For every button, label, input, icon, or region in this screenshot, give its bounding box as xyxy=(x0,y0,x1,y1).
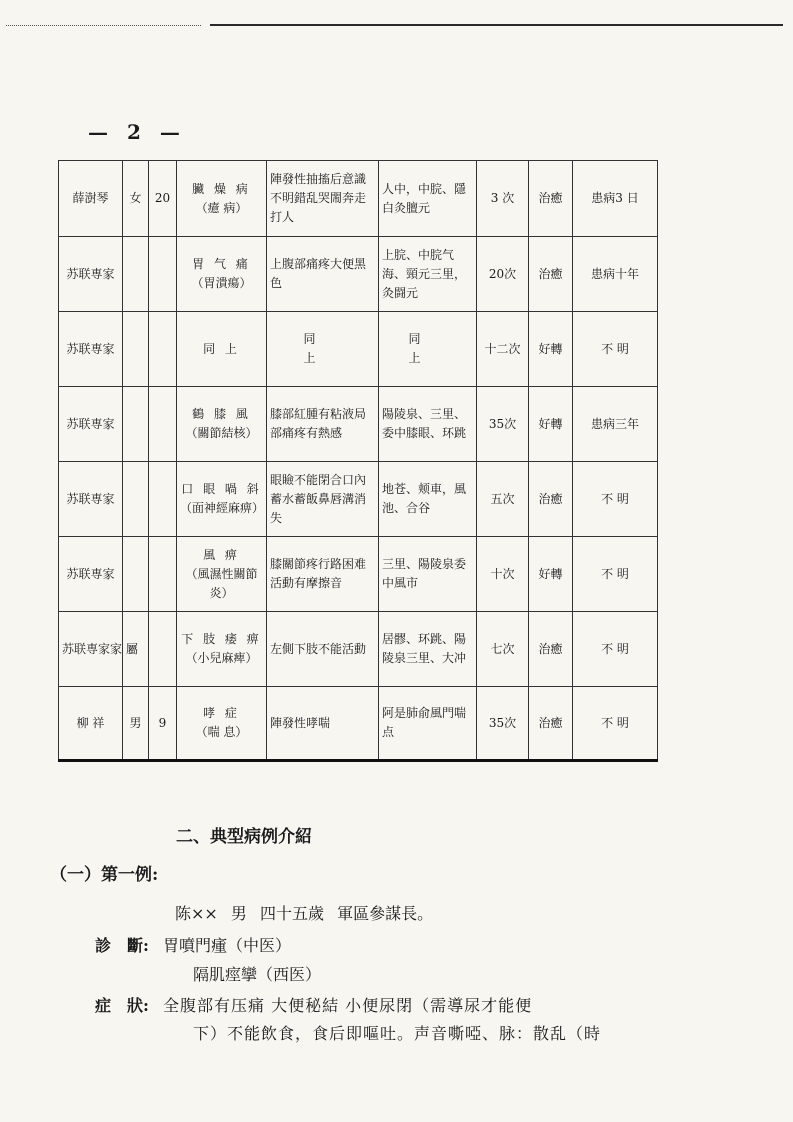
treatment-count-cell xyxy=(477,462,529,537)
table-row xyxy=(59,687,658,761)
sex-cell xyxy=(123,687,149,761)
diagnosis-label: 診 斷: xyxy=(95,936,149,955)
sex-text: 女 xyxy=(129,191,142,205)
symptoms-cell xyxy=(267,687,379,761)
patient-name-cell xyxy=(59,161,123,237)
result-cell xyxy=(529,312,573,387)
case-heading: （一）第一例: xyxy=(50,865,159,885)
sex-cell xyxy=(123,462,149,537)
treatment-count-text: 十二次 xyxy=(484,341,521,356)
disease-cell xyxy=(177,237,267,312)
patient-name-cell xyxy=(59,462,123,537)
treatment-count-cell xyxy=(477,312,529,387)
result-cell xyxy=(529,387,573,462)
age-text: 20 xyxy=(154,191,171,205)
acupoints-cell xyxy=(379,687,477,761)
treatment-count-cell xyxy=(477,387,529,462)
result-text: 好轉 xyxy=(538,416,563,431)
treatment-count-text: 35次 xyxy=(488,715,517,730)
remark-cell xyxy=(573,687,658,761)
remark-cell xyxy=(573,612,658,687)
patient-name-cell xyxy=(59,387,123,462)
age-cell xyxy=(149,237,177,312)
symptoms-cell xyxy=(267,537,379,612)
diagnosis-western: 隔肌痙攣（西医） xyxy=(193,965,322,984)
result-cell xyxy=(529,687,573,761)
remark-cell xyxy=(573,537,658,612)
disease-western-name: （關節結核） xyxy=(185,426,258,440)
result-text: 好轉 xyxy=(538,341,563,356)
symptoms-text: 同 上 xyxy=(303,332,342,365)
result-text: 好轉 xyxy=(538,566,563,581)
disease-name: 同 上 xyxy=(203,341,240,356)
disease-cell xyxy=(177,687,267,761)
treatment-count-cell xyxy=(477,687,529,761)
result-text: 治癒 xyxy=(538,715,563,730)
treatment-count-text: 十次 xyxy=(490,566,515,581)
symptoms-text: 上腹部痛疼大便黑色 xyxy=(270,257,367,290)
disease-western-name: （風濕性關節炎） xyxy=(185,566,258,600)
table-row xyxy=(59,537,658,612)
patient-name-cell xyxy=(59,612,138,687)
treatment-count-text: 七次 xyxy=(490,641,515,656)
remark-text: 不 明 xyxy=(601,341,629,356)
disease-name: 臟 燥 病 xyxy=(192,181,251,196)
remark-text: 不 明 xyxy=(601,566,629,581)
acupoints-text: 地苍、颊車，風池、合谷 xyxy=(382,482,467,515)
age-text: 9 xyxy=(158,715,167,730)
acupoints-text: 陽陵泉、三里、委中膝眼、环跳 xyxy=(382,407,467,440)
result-cell xyxy=(529,537,573,612)
table-row xyxy=(59,237,658,312)
disease-western-name: （小兒麻痺） xyxy=(185,651,258,665)
treatment-count-cell xyxy=(477,161,529,237)
symptoms-text: 左側下肢不能活動 xyxy=(270,641,367,656)
symptoms-line-2: 下）不能飲食，食后即嘔吐。声音嘶啞、脉：散乱（時 xyxy=(193,1024,602,1043)
age-cell xyxy=(149,612,177,687)
table-row xyxy=(59,612,658,687)
disease-western-name: （癔 病） xyxy=(195,200,248,215)
remark-text: 不 明 xyxy=(601,641,629,656)
acupoints-text: 人中，中脘、隱白灸膻元 xyxy=(382,181,467,215)
remark-text: 不 明 xyxy=(601,715,629,730)
diagnosis-chinese: 胃噴門瘇（中医） xyxy=(163,936,292,955)
section-title: 二、典型病例介紹 xyxy=(176,827,312,847)
symptoms-cell xyxy=(267,612,379,687)
remark-text: 患病三年 xyxy=(590,416,639,431)
disease-name: 胃 气 痛 xyxy=(192,257,251,271)
acupoints-text: 同 上 xyxy=(408,332,447,365)
table-row xyxy=(59,312,658,387)
disease-cell xyxy=(177,537,267,612)
table-row xyxy=(59,387,658,462)
symptoms-text: 眼瞼不能閉合口內蓄水蓄飯鼻唇溝消失 xyxy=(270,472,367,525)
disease-western-name: （面神經麻痹） xyxy=(180,501,265,515)
treatment-count-text: 35次 xyxy=(488,416,517,431)
top-rule xyxy=(210,24,783,26)
patient-name-cell xyxy=(59,687,123,761)
treatment-count-cell xyxy=(477,237,529,312)
patient-name-text: 苏联専家 xyxy=(66,566,115,581)
symptoms-cell xyxy=(267,312,379,387)
acupoints-text: 上脘、中脘气海、頸元三里，灸闘元 xyxy=(382,247,467,300)
result-text: 治癒 xyxy=(538,266,563,281)
patient-name-text: 薛澍琴 xyxy=(72,191,109,205)
symptoms-text: 膝關節疼行路困难活動有摩擦音 xyxy=(270,557,367,590)
treatment-count-text: 20次 xyxy=(488,266,517,281)
case-table xyxy=(58,160,658,762)
acupoints-cell xyxy=(379,237,477,312)
disease-cell xyxy=(177,161,267,237)
acupoints-text: 三里、陽陵泉委中風市 xyxy=(382,557,467,590)
patient-name-text: 苏联専家 xyxy=(66,341,115,356)
page-number: — 2 — xyxy=(88,120,186,144)
age-cell xyxy=(149,687,177,761)
patient-name-text: 苏联専家 xyxy=(66,491,115,506)
acupoints-cell xyxy=(379,312,477,387)
remark-cell xyxy=(573,312,658,387)
remark-text: 患病3 日 xyxy=(591,191,639,205)
sex-cell xyxy=(123,237,149,312)
sex-cell xyxy=(123,161,149,237)
disease-name: 下 肢 痿 痹 xyxy=(181,632,262,646)
remark-cell xyxy=(573,387,658,462)
remark-text: 患病十年 xyxy=(590,266,639,281)
disease-name: 哮 症 xyxy=(203,706,240,720)
treatment-count-cell xyxy=(477,612,529,687)
symptoms-cell xyxy=(267,161,379,237)
disease-name: 風 痹 xyxy=(203,547,240,562)
symptoms-text: 陣發性哮喘 xyxy=(270,715,331,730)
disease-name: 口 眼 喎 斜 xyxy=(181,482,262,496)
table-row xyxy=(59,462,658,537)
patient-name-text: 苏联専家 xyxy=(66,266,115,281)
age-cell xyxy=(149,312,177,387)
age-cell xyxy=(149,387,177,462)
patient-name-text: 柳 祥 xyxy=(76,715,105,730)
result-cell xyxy=(529,237,573,312)
remark-cell xyxy=(573,237,658,312)
sex-cell xyxy=(123,537,149,612)
disease-cell xyxy=(177,612,267,687)
age-cell xyxy=(149,161,177,237)
patient-name-cell xyxy=(59,237,123,312)
acupoints-cell xyxy=(379,612,477,687)
disease-cell xyxy=(177,387,267,462)
symptoms-text: 膝部紅腫有粘液局部痛疼有熱感 xyxy=(270,407,367,440)
result-cell xyxy=(529,612,573,687)
symptoms-cell xyxy=(267,462,379,537)
sex-text: 男 xyxy=(129,715,142,730)
top-scan-specks xyxy=(6,19,201,26)
treatment-count-text: 3 次 xyxy=(490,191,515,205)
symptoms-label: 症 狀: xyxy=(95,996,149,1015)
disease-western-name: （胃潰瘍） xyxy=(191,276,252,290)
result-text: 治癒 xyxy=(538,191,563,205)
acupoints-cell xyxy=(379,387,477,462)
symptoms-cell xyxy=(267,237,379,312)
result-cell xyxy=(529,462,573,537)
result-text: 治癒 xyxy=(538,491,563,506)
acupoints-text: 居髎、环跳、陽陵泉三里、大冲 xyxy=(382,632,467,665)
acupoints-cell xyxy=(379,537,477,612)
remark-text: 不 明 xyxy=(601,491,629,506)
acupoints-cell xyxy=(379,161,477,237)
symptoms-text: 陣發性抽搐后意識不明錯乱哭閙奔走打人 xyxy=(270,172,367,224)
disease-western-name: （喘 息） xyxy=(195,725,248,739)
sex-cell xyxy=(123,387,149,462)
remark-cell xyxy=(573,462,658,537)
disease-cell xyxy=(177,312,267,387)
age-cell xyxy=(149,462,177,537)
patient-name-cell xyxy=(59,537,123,612)
remark-cell xyxy=(573,161,658,237)
disease-cell xyxy=(177,462,267,537)
sex-cell xyxy=(123,312,149,387)
acupoints-text: 阿是肺俞風門喘点 xyxy=(382,706,467,739)
treatment-count-text: 五次 xyxy=(490,491,515,506)
patient-info: 陈×× 男 四十五歲 軍區參謀長。 xyxy=(175,904,434,923)
patient-name-cell xyxy=(59,312,123,387)
result-cell xyxy=(529,161,573,237)
symptoms-line-1: 全腹部有压痛 大便秘結 小便尿閉（需導尿才能便 xyxy=(163,996,533,1015)
disease-name: 鶴 膝 風 xyxy=(192,407,251,421)
patient-name-text: 苏联専家 xyxy=(66,416,115,431)
patient-name-text: 苏联専家家 屬 xyxy=(62,641,138,656)
acupoints-cell xyxy=(379,462,477,537)
table-row xyxy=(59,161,658,237)
result-text: 治癒 xyxy=(538,641,563,656)
treatment-count-cell xyxy=(477,537,529,612)
symptoms-cell xyxy=(267,387,379,462)
age-cell xyxy=(149,537,177,612)
